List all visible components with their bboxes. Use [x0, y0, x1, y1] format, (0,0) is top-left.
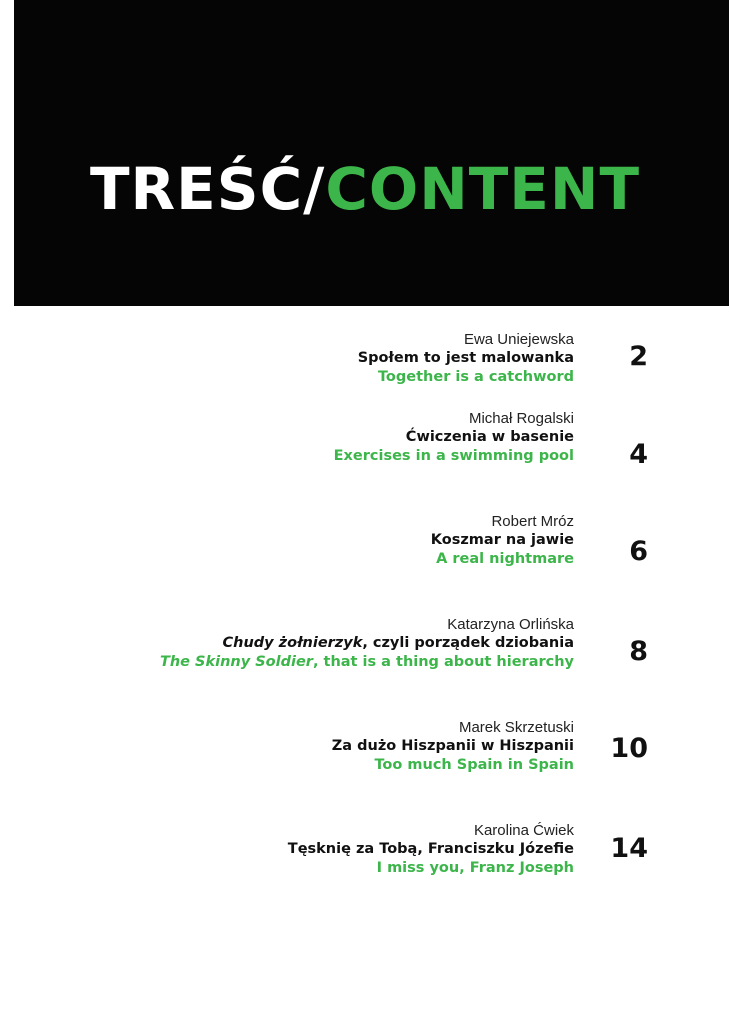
entry-title-english[interactable]: Too much Spain in Spain: [374, 757, 574, 773]
title-separator: /: [303, 155, 326, 223]
entry-page-number[interactable]: 6: [629, 536, 648, 567]
entry-page-number[interactable]: 2: [629, 341, 648, 372]
entry-page-number[interactable]: 8: [629, 636, 648, 667]
toc-entry[interactable]: [0, 719, 730, 779]
entry-title-polish-rest: , czyli porządek dziobania: [362, 635, 574, 651]
entry-author: Katarzyna Orlińska: [447, 616, 574, 633]
entry-title-english-rest: , that is a thing about hierarchy: [312, 654, 574, 670]
entry-author: Michał Rogalski: [468, 410, 574, 427]
entry-title-english[interactable]: A real nightmare: [436, 551, 574, 567]
entry-page-number[interactable]: 14: [610, 833, 648, 864]
toc-entry[interactable]: [0, 331, 730, 391]
entry-author: Ewa Uniejewska: [463, 331, 574, 348]
entry-title-polish[interactable]: Tęsknię za Tobą, Franciszku Józefie: [287, 841, 574, 857]
entry-title-polish[interactable]: Koszmar na jawie: [430, 532, 574, 548]
entry-title-english[interactable]: I miss you, Franz Joseph: [376, 860, 574, 876]
toc-entry[interactable]: [0, 410, 730, 470]
title-english: CONTENT: [325, 155, 641, 223]
entry-title-english[interactable]: [160, 653, 574, 672]
entry-author: Marek Skrzetuski: [458, 719, 574, 736]
toc-entry[interactable]: [0, 513, 730, 573]
entry-title-english-italic: The Skinny Soldier: [159, 654, 313, 670]
entry-title-english[interactable]: Together is a catchword: [377, 369, 574, 385]
entry-title-polish[interactable]: [223, 634, 574, 653]
entry-page-number[interactable]: 10: [610, 733, 648, 764]
entry-title-english[interactable]: Exercises in a swimming pool: [333, 448, 574, 464]
entry-title-polish[interactable]: Społem to jest malowanka: [357, 350, 574, 366]
entry-title-polish-italic: Chudy żołnierzyk: [222, 635, 363, 651]
page-title: [0, 155, 730, 223]
title-polish: TREŚĆ: [89, 155, 304, 223]
toc-entry[interactable]: [0, 616, 730, 676]
entry-author: Robert Mróz: [491, 513, 574, 530]
toc-entry[interactable]: [0, 822, 730, 882]
entry-author: Karolina Ćwiek: [473, 822, 574, 839]
header-band: [14, 0, 729, 306]
entry-title-polish[interactable]: Ćwiczenia w basenie: [405, 429, 574, 445]
entry-page-number[interactable]: 4: [629, 439, 648, 470]
entry-title-polish[interactable]: Za dużo Hiszpanii w Hiszpanii: [331, 738, 574, 754]
